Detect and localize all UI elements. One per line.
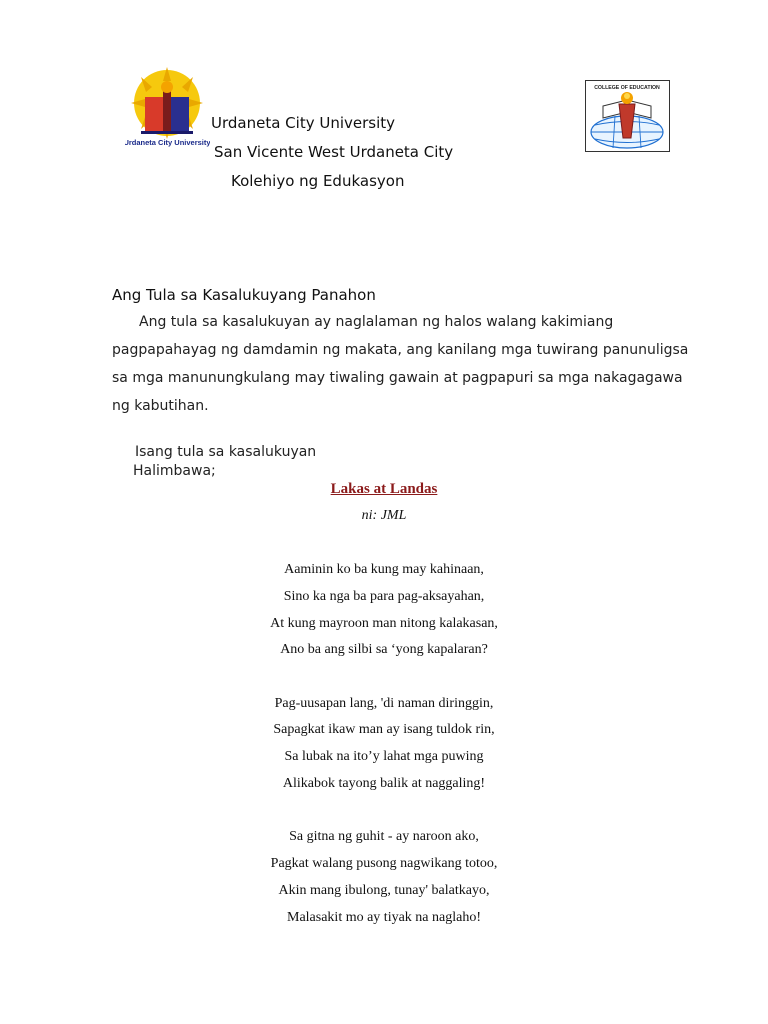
section-heading: Ang Tula sa Kasalukuyang Panahon bbox=[112, 286, 376, 304]
seal-caption: COLLEGE OF EDUCATION bbox=[594, 85, 660, 91]
example-intro: Isang tula sa kasalukuyan bbox=[135, 444, 317, 460]
university-address: San Vicente West Urdaneta City bbox=[214, 143, 454, 161]
paragraph-line: sa mga manunungkulang may tiwaling gawain at pagpapuri sa mga nakagagawa bbox=[112, 370, 683, 386]
poem-line: Aaminin ko ba kung may kahinaan, bbox=[284, 562, 484, 577]
section-paragraph bbox=[112, 308, 692, 420]
paragraph-line: pagpapahayag ng damdamin ng makata, ang kanilang mga tuwirang panunuligsa bbox=[112, 342, 689, 358]
poem-line: Sa lubak na ito’y lahat mga puwing bbox=[284, 749, 484, 764]
poem-line: Malasakit mo ay tiyak na naglaho! bbox=[287, 910, 481, 925]
example-label: Halimbawa; bbox=[133, 463, 216, 479]
university-seal-icon bbox=[125, 67, 210, 152]
poem-line: Akin mang ibulong, tunay' balatkayo, bbox=[278, 883, 490, 898]
poem-line: Pagkat walang pusong nagwikang totoo, bbox=[270, 856, 498, 871]
college-of-education-seal-icon bbox=[585, 80, 670, 152]
poem-line: At kung mayroon man nitong kalakasan, bbox=[270, 616, 498, 631]
poem-title: Lakas at Landas bbox=[330, 481, 438, 497]
poem-line: Sapagkat ikaw man ay isang tuldok rin, bbox=[273, 722, 495, 737]
seal-caption: Urdaneta City University bbox=[125, 138, 210, 147]
college-name: Kolehiyo ng Edukasyon bbox=[231, 172, 405, 190]
poem-line: Sa gitna ng guhit - ay naroon ako, bbox=[289, 829, 479, 844]
paragraph-line: Ang tula sa kasalukuyan ay naglalaman ng halos walang kakimiang bbox=[139, 314, 614, 330]
poem-author: ni: JML bbox=[361, 508, 407, 523]
poem-line: Ano ba ang silbi sa ‘yong kapalaran? bbox=[280, 642, 488, 657]
poem-line: Alikabok tayong balik at naggaling! bbox=[282, 776, 486, 791]
poem-line: Pag-uusapan lang, 'di naman diringgin, bbox=[274, 696, 494, 711]
university-name: Urdaneta City University bbox=[211, 114, 396, 132]
poem-line: Sino ka nga ba para pag-aksayahan, bbox=[283, 589, 485, 604]
paragraph-line: ng kabutihan. bbox=[112, 398, 209, 414]
